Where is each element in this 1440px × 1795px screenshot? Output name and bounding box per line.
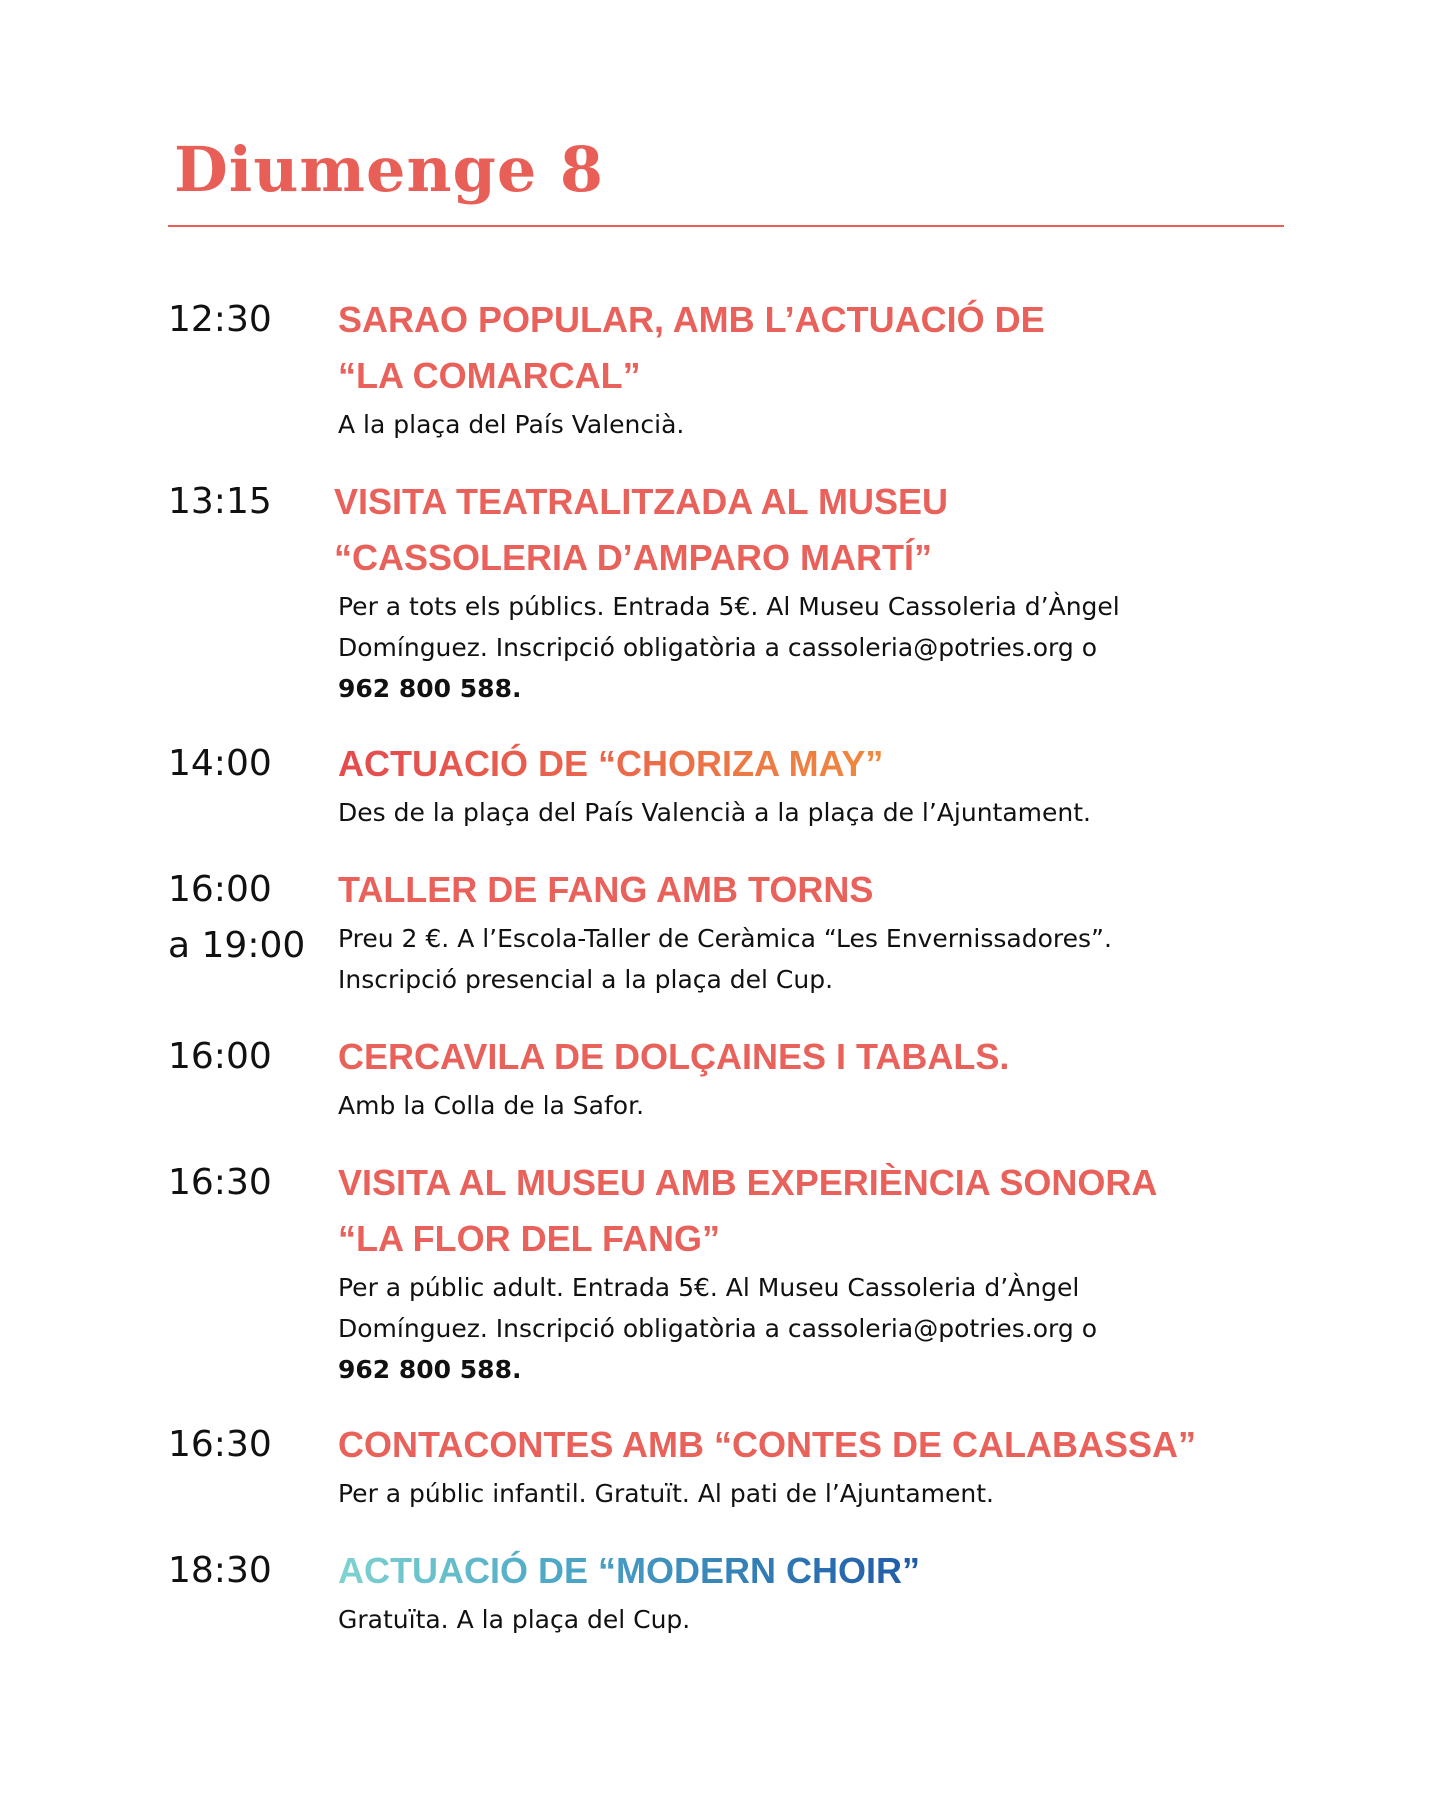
event-title-line: TALLER DE FANG AMB TORNS bbox=[338, 869, 874, 910]
event-title-line bbox=[338, 1543, 1338, 1599]
event-title-line: “LA FLOR DEL FANG” bbox=[338, 1218, 720, 1259]
event-description-line: Inscripció presencial a la plaça del Cup. bbox=[338, 965, 834, 994]
event-title-line: CERCAVILA DE DOLÇAINES I TABALS. bbox=[338, 1036, 1010, 1077]
event-time-end: a 19:00 bbox=[168, 925, 306, 966]
event-time-range bbox=[168, 862, 305, 974]
event-description-line: Per a públic infantil. Gratuït. Al pati de l’Ajuntament. bbox=[338, 1479, 994, 1508]
event-title-text: ACTUACIÓ DE “MODERN CHOIR” bbox=[338, 1550, 920, 1591]
event-time: 12:30 bbox=[168, 299, 272, 340]
event-time: 14:00 bbox=[168, 743, 272, 784]
event-phone: 962 800 588. bbox=[338, 1355, 522, 1384]
event-description-line: Des de la plaça del País Valencià a la plaça de l’Ajuntament. bbox=[338, 798, 1092, 827]
event-time: 16:30 bbox=[168, 1162, 272, 1203]
event-time: 18:30 bbox=[168, 1550, 272, 1591]
event-time: 16:00 bbox=[168, 1036, 272, 1077]
event-title-line: “LA COMARCAL” bbox=[338, 355, 641, 396]
event-title-line bbox=[338, 736, 1338, 792]
event-description-line: Gratuïta. A la plaça del Cup. bbox=[338, 1605, 691, 1634]
event-description-line: A la plaça del País Valencià. bbox=[338, 410, 685, 439]
event-title-line: VISITA AL MUSEU AMB EXPERIÈNCIA SONORA bbox=[338, 1162, 1158, 1203]
event-description-line: Per a públic adult. Entrada 5€. Al Museu Cassoleria d’Àngel bbox=[338, 1273, 1080, 1302]
event-title-line: VISITA TEATRALITZADA AL MUSEU bbox=[334, 481, 948, 522]
event-title-text: ACTUACIÓ DE “CHORIZA MAY” bbox=[338, 743, 884, 784]
event-description-line: Preu 2 €. A l’Escola-Taller de Ceràmica “Les Envernissadores”. bbox=[338, 924, 1112, 953]
event-title-line: CONTACONTES AMB “CONTES DE CALABASSA” bbox=[338, 1424, 1197, 1465]
event-time: 13:15 bbox=[168, 481, 272, 522]
event-description-line: Amb la Colla de la Safor. bbox=[338, 1091, 645, 1120]
event-phone: 962 800 588. bbox=[338, 674, 522, 703]
page-title: Diumenge 8 bbox=[174, 133, 605, 206]
title-divider bbox=[168, 225, 1284, 227]
event-time: 16:30 bbox=[168, 1424, 272, 1465]
event-description-line: Domínguez. Inscripció obligatòria a cassoleria@potries.org o bbox=[338, 1314, 1097, 1343]
event-time-start: 16:00 bbox=[168, 869, 272, 910]
event-description-line: Domínguez. Inscripció obligatòria a cassoleria@potries.org o bbox=[338, 633, 1097, 662]
event-title-line: “CASSOLERIA D’AMPARO MARTÍ” bbox=[334, 537, 932, 578]
event-description-line: Per a tots els públics. Entrada 5€. Al Museu Cassoleria d’Àngel bbox=[338, 592, 1120, 621]
event-title-line: SARAO POPULAR, AMB L’ACTUACIÓ DE bbox=[338, 299, 1045, 340]
